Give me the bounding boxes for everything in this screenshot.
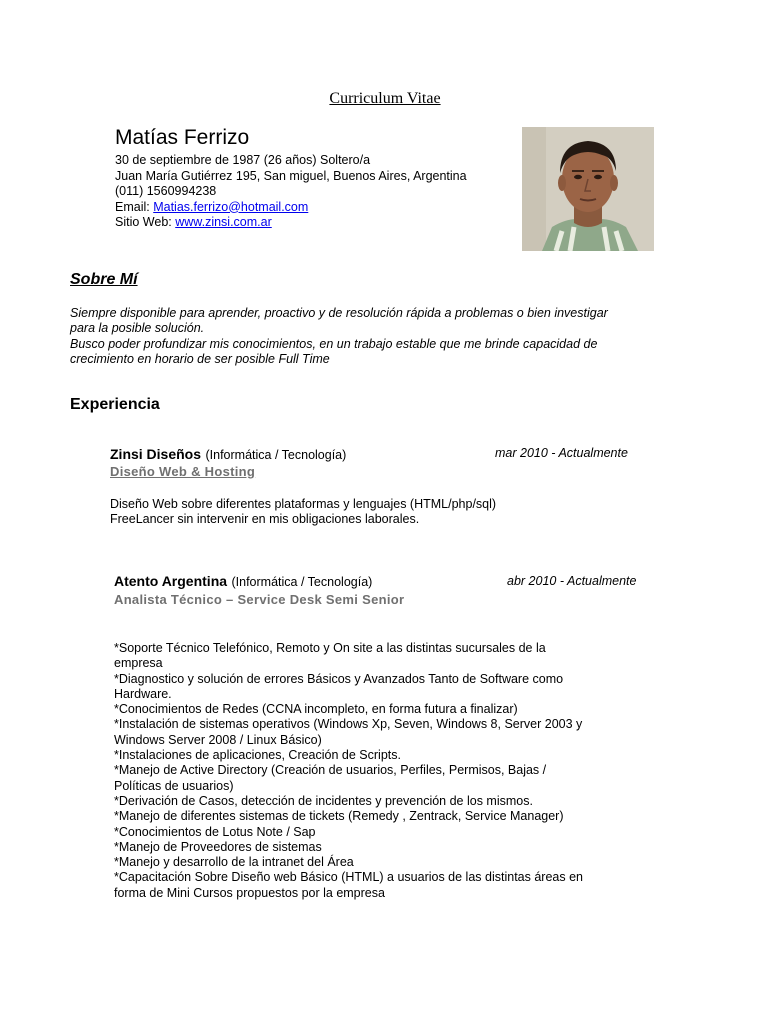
job-line: *Diagnostico y solución de errores Básicos y Avanzados Tanto de Software como xyxy=(114,671,564,686)
job-line: *Manejo de Proveedores de sistemas xyxy=(114,839,322,854)
job-role: Diseño Web & Hosting xyxy=(110,464,256,479)
document-title: Curriculum Vitae xyxy=(329,90,441,107)
email-label: Email: xyxy=(115,199,154,214)
profile-photo-drawing xyxy=(522,127,654,251)
about-line: para la posible solución. xyxy=(70,321,205,336)
job-line: *Instalación de sistemas operativos (Windows Xp, Seven, Windows 8, Server 2003 y xyxy=(114,717,583,732)
website-label: Sitio Web: xyxy=(115,215,176,229)
about-heading: Sobre Mí xyxy=(70,271,138,288)
job-header xyxy=(110,446,346,464)
person-name: Matías Ferrizo xyxy=(115,126,250,149)
experience-heading: Experiencia xyxy=(70,396,160,413)
job-line: FreeLancer sin intervenir en mis obligaciones laborales. xyxy=(110,512,420,527)
birth-info: 30 de septiembre de 1987 (26 años) Soltero/a xyxy=(115,153,371,167)
job-line: *Conocimientos de Redes (CCNA incompleto, en forma futura a finalizar) xyxy=(114,702,518,717)
job-line: *Manejo y desarrollo de la intranet del Área xyxy=(114,855,354,870)
job-dates: abr 2010 - Actualmente xyxy=(507,574,637,588)
job-line: *Conocimientos de Lotus Note / Sap xyxy=(114,824,316,839)
job-line: Hardware. xyxy=(114,686,172,701)
job-line: forma de Mini Cursos propuestos por la empresa xyxy=(114,885,385,900)
about-text xyxy=(70,306,710,367)
job-sector: (Informática / Tecnología) xyxy=(231,575,373,589)
job-line: *Soporte Técnico Telefónico, Remoto y On site a las distintas sucursales de la xyxy=(114,641,546,655)
profile-photo xyxy=(522,127,654,251)
job-dates: mar 2010 - Actualmente xyxy=(495,446,628,460)
about-line: Siempre disponible para aprender, proactivo y de resolución rápida a problemas o bien investigar xyxy=(70,306,608,320)
about-line: crecimiento en horario de ser posible Full Time xyxy=(70,351,330,366)
job-header xyxy=(114,573,372,591)
job-role: Analista Técnico – Service Desk Semi Senior xyxy=(114,592,405,607)
job-description xyxy=(110,497,496,528)
job-line: *Capacitación Sobre Diseño web Básico (HTML) a usuarios de las distintas áreas en xyxy=(114,870,583,885)
job-line: Diseño Web sobre diferentes plataformas y lenguajes (HTML/php/sql) xyxy=(110,497,497,511)
job-line: *Manejo de diferentes sistemas de tickets (Remedy , Zentrack, Service Manager) xyxy=(114,809,564,824)
job-company: Atento Argentina xyxy=(114,573,228,589)
email-link[interactable]: Matias.ferrizo@hotmail.com xyxy=(153,199,309,214)
about-line: Busco poder profundizar mis conocimientos, en un trabajo estable que me brinde capacidad de xyxy=(70,336,598,351)
website-link[interactable]: www.zinsi.com.ar xyxy=(175,215,272,229)
job-line: *Manejo de Active Directory (Creación de usuarios, Perfiles, Permisos, Bajas / xyxy=(114,763,547,778)
job-line: Políticas de usuarios) xyxy=(114,778,234,793)
address-info: Juan María Gutiérrez 195, San miguel, Buenos Aires, Argentina xyxy=(115,168,467,183)
email-row xyxy=(115,200,467,216)
website-row xyxy=(115,215,467,231)
job-company: Zinsi Diseños xyxy=(110,446,202,462)
phone-info: (011) 1560994238 xyxy=(115,184,217,198)
job-description xyxy=(114,641,583,901)
job-sector: (Informática / Tecnología) xyxy=(205,448,347,462)
job-line: *Derivación de Casos, detección de incidentes y prevención de los mismos. xyxy=(114,793,533,808)
job-line: Windows Server 2008 / Linux Básico) xyxy=(114,732,322,747)
job-line: empresa xyxy=(114,656,163,671)
job-line: *Instalaciones de aplicaciones, Creación de Scripts. xyxy=(114,748,401,763)
contact-info xyxy=(115,153,467,231)
